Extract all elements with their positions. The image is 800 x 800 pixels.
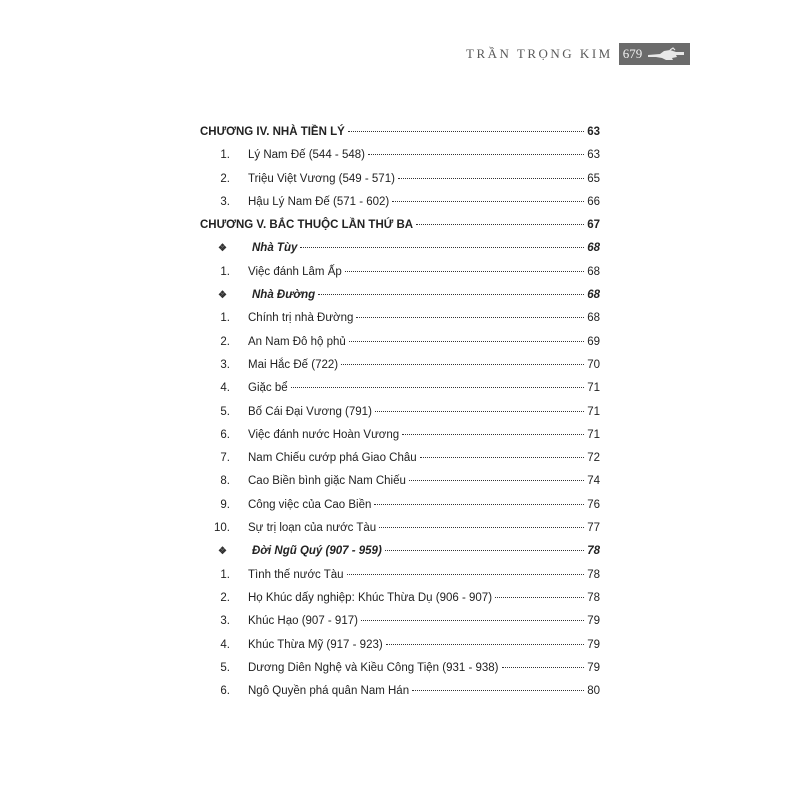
entry-number: 1. — [220, 265, 230, 278]
dot-leader — [502, 667, 585, 668]
dot-leader — [341, 364, 584, 365]
toc-entry — [200, 336, 600, 359]
dot-leader — [345, 271, 584, 272]
toc-section-ngu-quy — [200, 545, 600, 568]
entry-number: 5. — [220, 405, 230, 418]
toc-chapter-iv — [200, 126, 600, 149]
dot-leader — [349, 341, 584, 342]
section-page: 68 — [587, 242, 600, 255]
entry-label: Nam Chiếu cướp phá Giao Châu — [248, 452, 417, 465]
toc-entry — [200, 499, 600, 522]
toc-entry — [200, 475, 600, 498]
entry-number: 5. — [220, 661, 230, 674]
hand-pointer-icon — [646, 46, 686, 62]
entry-number: 9. — [220, 498, 230, 511]
entry-page: 78 — [587, 591, 600, 604]
diamond-bullet-icon: ❖ — [218, 243, 227, 255]
entry-page: 65 — [587, 172, 600, 185]
dot-leader — [348, 131, 584, 132]
entry-page: 71 — [587, 382, 600, 395]
entry-number: 8. — [220, 475, 230, 488]
entry-number: 1. — [220, 568, 230, 581]
entry-label: Họ Khúc dấy nghiệp: Khúc Thừa Dụ (906 - 907) — [248, 591, 493, 604]
entry-page: 70 — [587, 358, 600, 371]
dot-leader — [318, 294, 584, 295]
dot-leader — [416, 224, 584, 225]
dot-leader — [386, 644, 585, 645]
entry-page: 80 — [587, 685, 600, 698]
entry-number: 7. — [220, 452, 230, 465]
running-title: TRẦN TRỌNG KIM — [466, 46, 613, 61]
entry-label: Việc đánh Lâm Ấp — [248, 265, 342, 278]
entry-label: Tình thế nước Tàu — [248, 568, 344, 581]
entry-page: 79 — [587, 615, 600, 628]
entry-page: 74 — [587, 475, 600, 488]
entry-number: 3. — [220, 358, 230, 371]
entry-number: 2. — [220, 172, 230, 185]
entry-label: Công việc của Cao Biền — [248, 498, 372, 511]
entry-page: 78 — [587, 568, 600, 581]
entry-label: Chính trị nhà Đường — [248, 312, 354, 325]
dot-leader — [495, 597, 584, 598]
dot-leader — [409, 480, 584, 481]
entry-page: 71 — [587, 428, 600, 441]
dot-leader — [347, 574, 585, 575]
entry-number: 3. — [220, 615, 230, 628]
entry-page: 69 — [587, 335, 600, 348]
running-header — [466, 43, 690, 65]
entry-label: Lý Nam Đế (544 - 548) — [248, 149, 365, 162]
entry-label: Mai Hắc Đế (722) — [248, 358, 339, 371]
dot-leader — [420, 457, 585, 458]
toc-entry — [200, 452, 600, 475]
entry-number: 2. — [220, 591, 230, 604]
chapter-page: 63 — [587, 126, 600, 138]
toc-entry — [200, 406, 600, 429]
entry-number: 2. — [220, 335, 230, 348]
dot-leader — [402, 434, 584, 435]
toc-entry — [200, 522, 600, 545]
entry-label: An Nam Đô hộ phủ — [248, 335, 346, 348]
entry-label: Triệu Việt Vương (549 - 571) — [248, 172, 395, 185]
dot-leader — [361, 620, 584, 621]
toc-entry — [200, 569, 600, 592]
section-page: 78 — [587, 545, 600, 558]
diamond-bullet-icon: ❖ — [218, 546, 227, 558]
entry-label: Việc đánh nước Hoàn Vương — [248, 428, 400, 441]
table-of-contents — [200, 126, 600, 708]
toc-entry — [200, 359, 600, 382]
chapter-label: CHƯƠNG V. BẮC THUỘC LẦN THỨ BA — [200, 219, 414, 232]
dot-leader — [291, 387, 585, 388]
dot-leader — [385, 550, 584, 551]
section-page: 68 — [587, 289, 600, 302]
toc-entry — [200, 382, 600, 405]
page-number: 679 — [622, 46, 643, 61]
dot-leader — [375, 411, 584, 412]
toc-section-nha-tuy — [200, 242, 600, 265]
entry-number: 4. — [220, 638, 230, 651]
entry-page: 76 — [587, 498, 600, 511]
toc-entry — [200, 196, 600, 219]
entry-label: Khúc Thừa Mỹ (917 - 923) — [248, 638, 383, 651]
entry-page: 79 — [587, 638, 600, 651]
chapter-label: CHƯƠNG IV. NHÀ TIỀN LÝ — [200, 126, 345, 138]
entry-page: 71 — [587, 405, 600, 418]
toc-entry — [200, 639, 600, 662]
toc-entry — [200, 615, 600, 638]
toc-chapter-v — [200, 219, 600, 242]
entry-page: 77 — [587, 522, 600, 535]
entry-number: 6. — [220, 428, 230, 441]
toc-section-nha-duong — [200, 289, 600, 312]
entry-number: 6. — [220, 685, 230, 698]
entry-label: Giặc bể — [248, 382, 288, 395]
toc-entry — [200, 149, 600, 172]
dot-leader — [392, 201, 584, 202]
entry-number: 4. — [220, 382, 230, 395]
entry-number: 3. — [220, 195, 230, 208]
dot-leader — [379, 527, 584, 528]
entry-number: 1. — [220, 312, 230, 325]
dot-leader — [412, 690, 584, 691]
dot-leader — [398, 178, 584, 179]
entry-label: Khúc Hạo (907 - 917) — [248, 615, 358, 628]
entry-label: Cao Biền bình giặc Nam Chiếu — [248, 475, 406, 488]
toc-entry — [200, 685, 600, 708]
toc-entry — [200, 592, 600, 615]
entry-number: 10. — [214, 522, 230, 535]
dot-leader — [374, 504, 584, 505]
entry-number: 1. — [220, 149, 230, 162]
diamond-bullet-icon: ❖ — [218, 290, 227, 302]
toc-entry — [200, 429, 600, 452]
entry-page: 66 — [587, 195, 600, 208]
entry-page: 79 — [587, 661, 600, 674]
dot-leader — [368, 154, 584, 155]
entry-label: Ngô Quyền phá quân Nam Hán — [248, 685, 410, 698]
toc-entry — [200, 173, 600, 196]
entry-page: 68 — [587, 312, 600, 325]
dot-leader — [300, 247, 584, 248]
toc-entry — [200, 662, 600, 685]
entry-page: 72 — [587, 452, 600, 465]
entry-label: Bố Cái Đại Vương (791) — [248, 405, 372, 418]
section-label: Nhà Đường — [252, 289, 316, 302]
toc-entry — [200, 312, 600, 335]
entry-label: Hậu Lý Nam Đế (571 - 602) — [248, 195, 390, 208]
page-number-box — [619, 43, 691, 65]
chapter-page: 67 — [587, 219, 600, 232]
entry-label: Dương Diên Nghệ và Kiều Công Tiện (931 - 938) — [248, 661, 499, 674]
entry-label: Sự trị loạn của nước Tàu — [248, 522, 377, 535]
entry-page: 63 — [587, 149, 600, 162]
toc-entry — [200, 266, 600, 289]
section-label: Đời Ngũ Quý (907 - 959) — [252, 545, 382, 558]
section-label: Nhà Tùy — [252, 242, 298, 255]
entry-page: 68 — [587, 265, 600, 278]
dot-leader — [356, 317, 584, 318]
